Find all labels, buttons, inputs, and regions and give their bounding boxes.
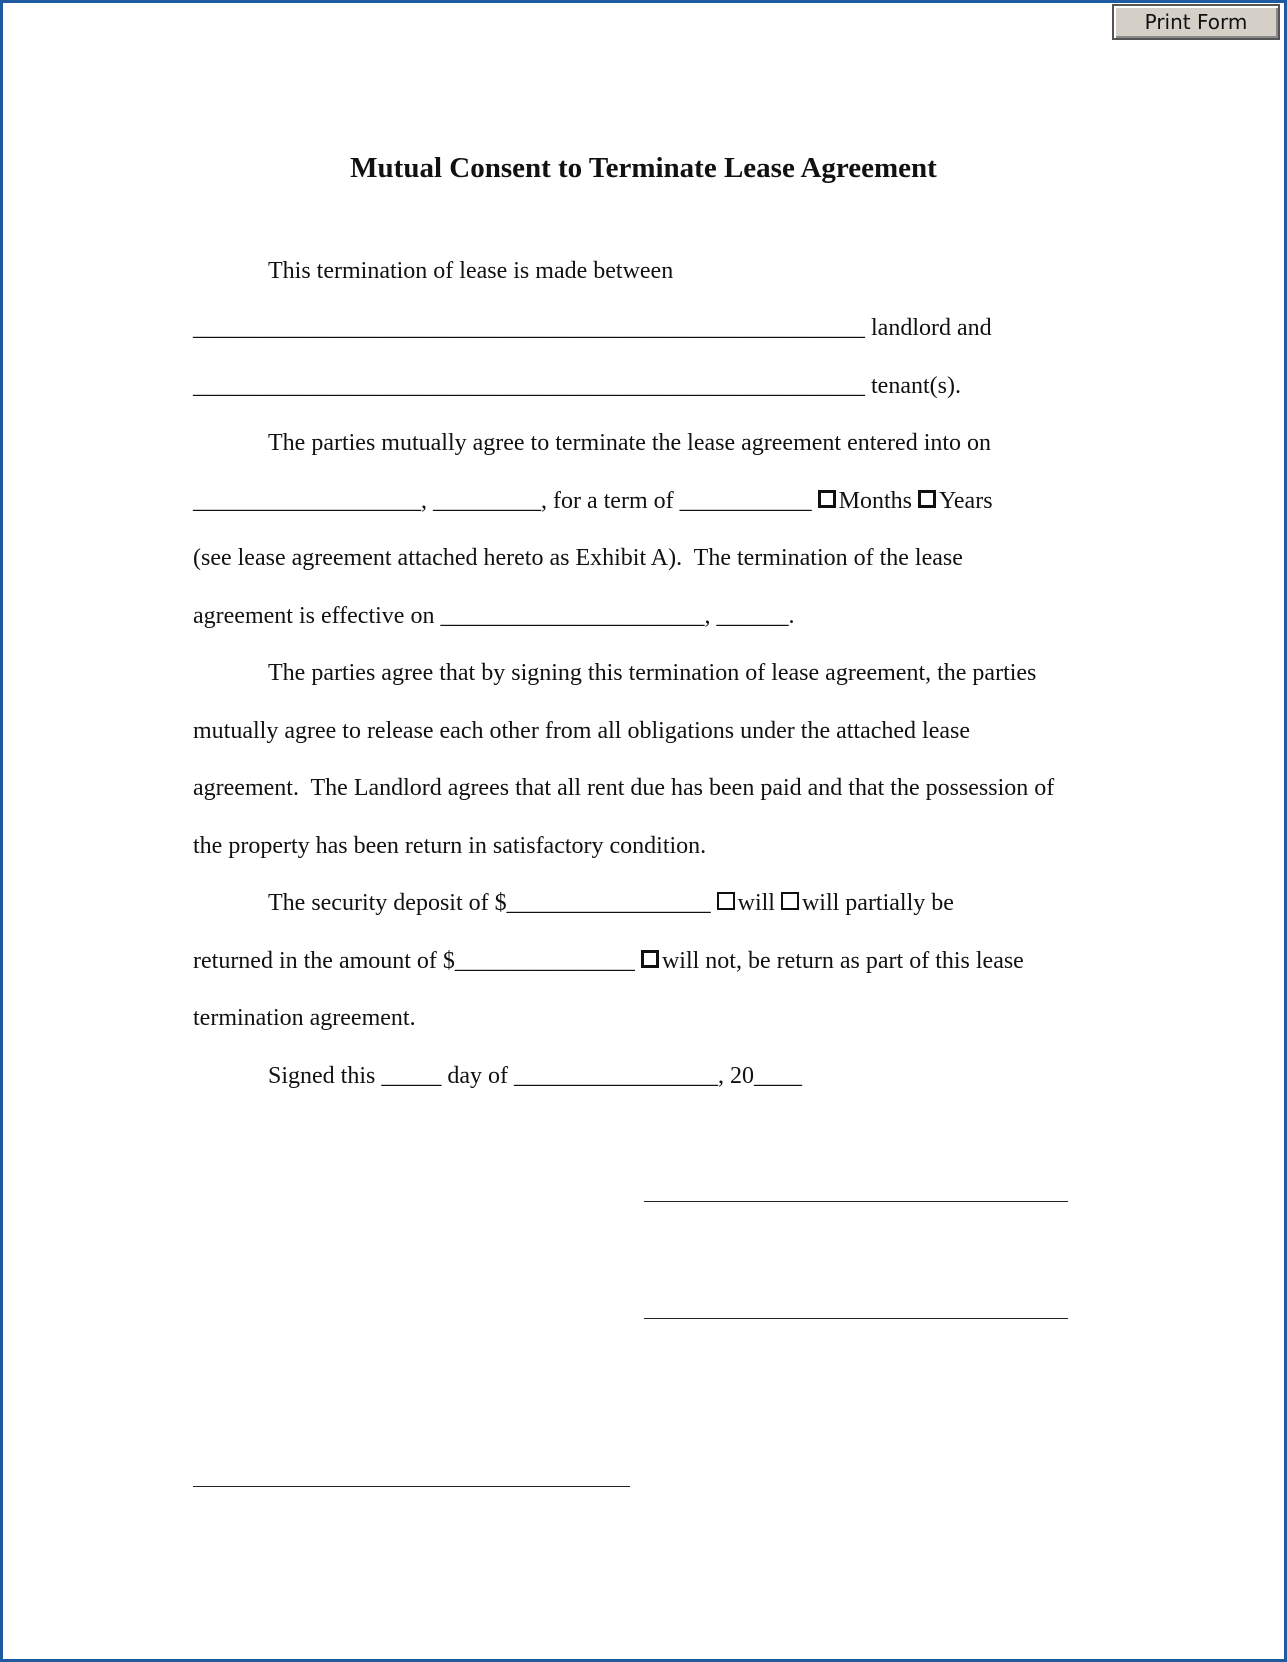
landlord-name-field[interactable]: ________________________________________________________ xyxy=(193,315,865,341)
agreement-line: The parties mutually agree to terminate the lease agreement entered into on xyxy=(268,430,992,456)
landlord-line xyxy=(193,313,992,343)
deposit-amount-field[interactable]: The security deposit of $_________________ xyxy=(268,890,711,916)
termination-line: termination agreement. xyxy=(193,1005,416,1031)
months-label: Months xyxy=(838,488,912,514)
will-not-label: will not, be return as part of this lease xyxy=(661,948,1024,974)
release-line-3: agreement. The Landlord agrees that all rent due has been paid and that the possession of xyxy=(193,775,1055,801)
tenant-signature-line[interactable] xyxy=(644,1318,1068,1319)
signed-date-line: Signed this _____ day of _________________, 20____ xyxy=(268,1063,802,1089)
effective-date-line: agreement is effective on ______________________, ______. xyxy=(193,603,795,629)
returned-amount-field[interactable]: returned in the amount of $_______________ xyxy=(193,948,635,974)
intro-line: This termination of lease is made between xyxy=(268,258,674,284)
release-line-4: the property has been return in satisfactory condition. xyxy=(193,833,707,859)
will-not-checkbox[interactable] xyxy=(641,950,659,968)
deposit-line xyxy=(268,888,954,918)
tenant-line xyxy=(193,371,961,401)
lease-date-term-fields[interactable]: ___________________, _________, for a term of ___________ xyxy=(193,488,812,514)
years-checkbox[interactable] xyxy=(918,490,936,508)
years-label: Years xyxy=(938,488,993,514)
returned-line xyxy=(193,946,1024,976)
tenant-name-field[interactable]: ________________________________________________________ xyxy=(193,373,865,399)
landlord-signature-line[interactable] xyxy=(644,1201,1068,1202)
term-line xyxy=(193,486,993,516)
release-line-2: mutually agree to release each other from all obligations under the attached lease xyxy=(193,718,970,744)
will-checkbox[interactable] xyxy=(717,892,735,910)
exhibit-line: (see lease agreement attached hereto as Exhibit A). The termination of the lease xyxy=(193,545,963,571)
will-partially-label: will partially be xyxy=(801,890,954,916)
print-form-button[interactable]: Print Form xyxy=(1112,4,1280,40)
will-partially-checkbox[interactable] xyxy=(781,892,799,910)
witness-signature-line[interactable] xyxy=(193,1486,630,1487)
release-line-1: The parties agree that by signing this termination of lease agreement, the parties xyxy=(268,660,1037,686)
months-checkbox[interactable] xyxy=(818,490,836,508)
will-label: will xyxy=(737,890,775,916)
tenant-label: tenant(s). xyxy=(865,373,961,399)
document-title: Mutual Consent to Terminate Lease Agreement xyxy=(350,152,937,184)
landlord-label: landlord and xyxy=(865,315,992,341)
